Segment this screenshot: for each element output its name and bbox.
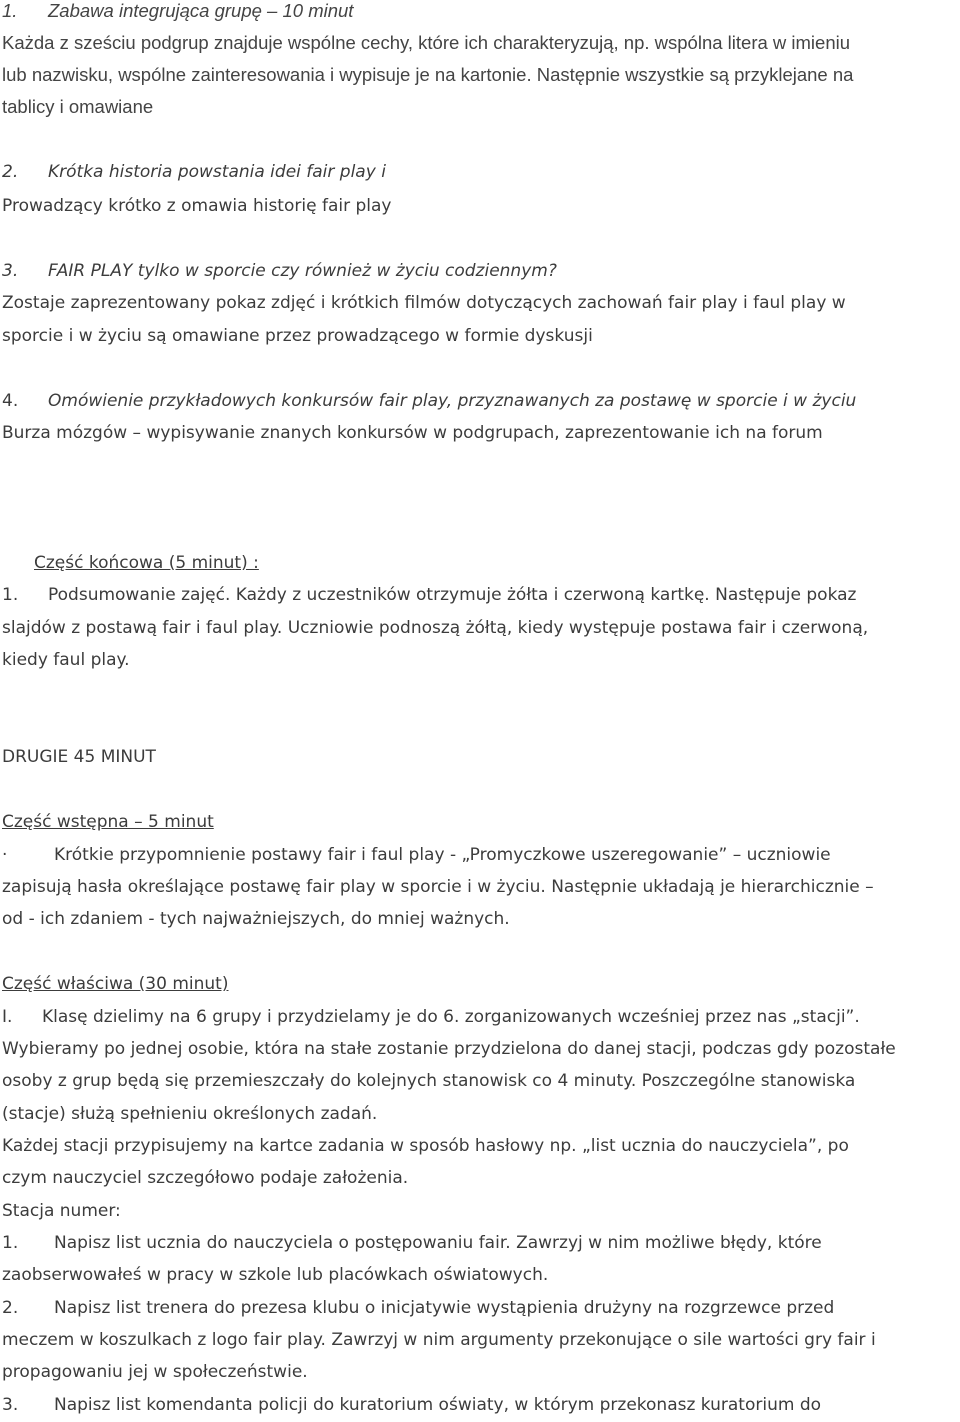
task-item: 3. Napisz list komendanta policji do kuratorium oświaty, w którym przekonasz kuratorium do: [2, 1395, 822, 1415]
wlasciwa-item: I. Klasę dzielimy na 6 grupy i przydzielamy je do 6. zorganizowanych wcześniej przez nas „stacji”.: [2, 1007, 860, 1027]
section1-text-line: tablicy i omawiane: [2, 96, 154, 117]
wlasciwa-text-line: czym nauczyciel szczegółowo podaje założenia.: [2, 1168, 409, 1188]
wstepna-text-line: od - ich zdaniem - tych najważniejszych, do mniej ważnych.: [2, 909, 510, 929]
section1-text-line: lub nazwisku, wspólne zainteresowania i wypisuje je na kartonie. Następnie wszystkie są przyklejane na: [2, 64, 854, 85]
section4-text-line: Burza mózgów – wypisywanie znanych konkursów w podgrupach, zaprezentowanie ich na forum: [2, 423, 823, 443]
section-wstepna-heading: Część wstępna – 5 minut: [2, 812, 214, 832]
section2-text-line: Prowadzący krótko z omawia historię fair play: [2, 196, 392, 216]
koncowa-text-line: kiedy faul play.: [2, 650, 130, 670]
koncowa-item: 1. Podsumowanie zajęć. Każdy z uczestników otrzymuje żółta i czerwoną kartkę. Następuje pokaz: [2, 585, 857, 605]
task-item: 1. Napisz list ucznia do nauczyciela o postępowaniu fair. Zawrzyj w nim możliwe błędy, które: [2, 1233, 822, 1253]
section-wlasciwa-heading: Część właściwa (30 minut): [2, 974, 229, 994]
task-item: 2. Napisz list trenera do prezesa klubu o inicjatywie wystąpienia drużyny na rozgrzewce przed: [2, 1298, 835, 1318]
section3-heading: 3. FAIR PLAY tylko w sporcie czy również w życiu codziennym?: [2, 261, 557, 281]
task-text-line: meczem w koszulkach z logo fair play. Zawrzyj w nim argumenty przekonujące o sile wartości gry fair i: [2, 1330, 876, 1350]
task-text-line: propagowaniu jej w społeczeństwie.: [2, 1362, 308, 1382]
section-koncowa-heading: Część końcowa (5 minut) :: [34, 553, 259, 573]
section1-heading: 1. Zabawa integrująca grupę – 10 minut: [2, 0, 354, 21]
task-text-line: zaobserwowałeś w pracy w szkole lub placówkach oświatowych.: [2, 1265, 549, 1285]
section3-text-line: sporcie i w życiu są omawiane przez prowadzącego w formie dyskusji: [2, 326, 593, 346]
wlasciwa-text-line: osoby z grup będą się przemieszczały do kolejnych stanowisk co 4 minuty. Poszczególne stanowiska: [2, 1071, 856, 1091]
stacja-label: Stacja numer:: [2, 1201, 121, 1221]
wlasciwa-text-line: Każdej stacji przypisujemy na kartce zadania w sposób hasłowy np. „list ucznia do nauczyciela”, po: [2, 1136, 849, 1156]
wlasciwa-text-line: (stacje) służą spełnieniu określonych zadań.: [2, 1104, 378, 1124]
wlasciwa-text-line: Wybieramy po jednej osobie, która na stałe zostanie przydzielona do danej stacji, podczas gdy pozostałe: [2, 1039, 896, 1059]
wstepna-item: · Krótkie przypomnienie postawy fair i faul play - „Promyczkowe uszeregowanie” – uczniowie: [2, 845, 831, 865]
section3-text-line: Zostaje zaprezentowany pokaz zdjęć i krótkich filmów dotyczących zachowań fair play i faul play w: [2, 293, 846, 313]
section1-text-line: Każda z sześciu podgrup znajduje wspólne cechy, które ich charakteryzują, np. wspólna litera w imieniu: [2, 32, 851, 53]
koncowa-text-line: slajdów z postawą fair i faul play. Uczniowie podnoszą żółtą, kiedy występuje postawa fair i czerwoną,: [2, 618, 869, 638]
wstepna-text-line: zapisują hasła określające postawę fair play w sporcie i w życiu. Następnie układają je hierarchicznie –: [2, 877, 874, 897]
drugie-title: DRUGIE 45 MINUT: [2, 747, 156, 767]
section4-heading: 4. Omówienie przykładowych konkursów fair play, przyznawanych za postawę w sporcie i w życiu: [2, 391, 857, 411]
section2-heading: 2. Krótka historia powstania idei fair play i: [2, 162, 386, 182]
